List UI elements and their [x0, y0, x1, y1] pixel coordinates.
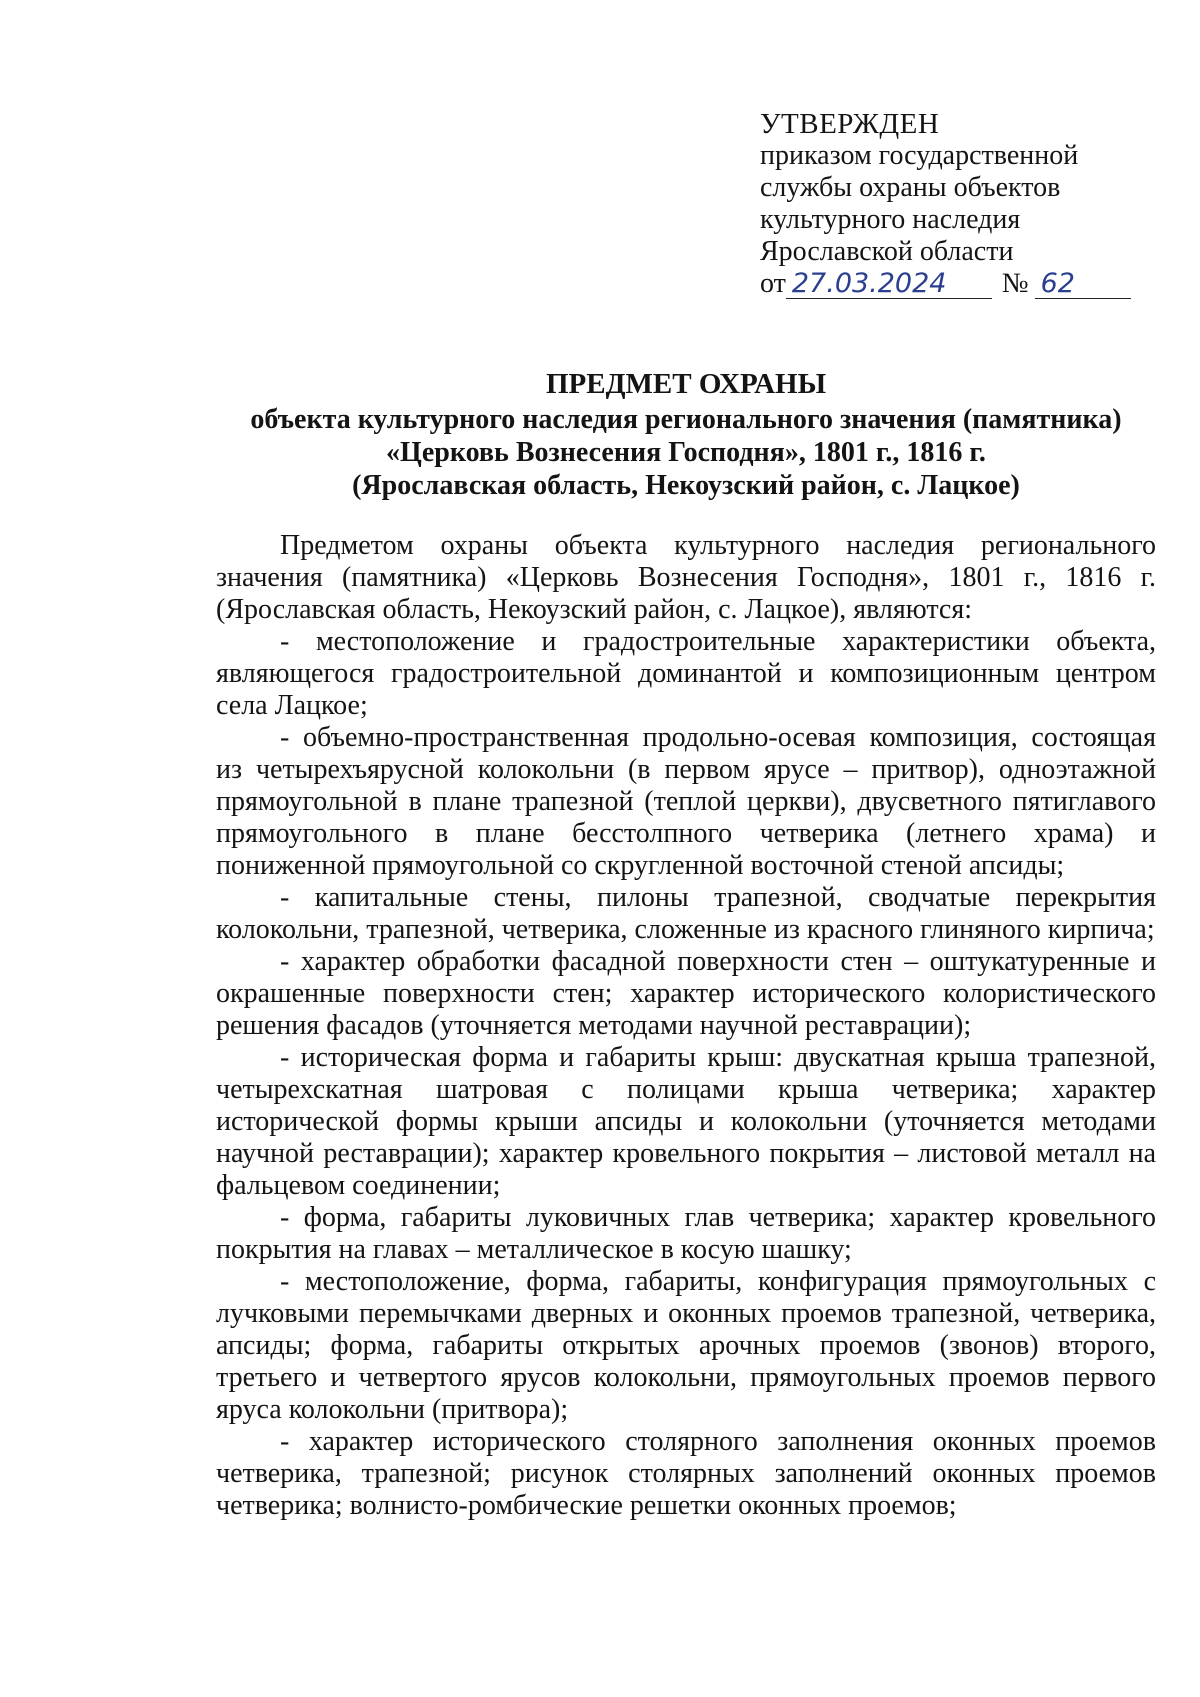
document-body	[216, 530, 1156, 1522]
order-date: 27.03.2024	[786, 270, 992, 299]
list-item: - объемно-пространственная продольно-осевая композиция, состоящая из четырехъярусной колокольни (в первом ярусе – притвор), одноэтажной прямоугольной в плане трапезной (теплой церкви), двусветного пятиглавого прямоугольного в плане бесстолпного четверика (летнего храма) и пониженной прямоугольной со скругленной восточной стеной апсиды;	[216, 722, 1156, 881]
order-number: 62	[1035, 270, 1131, 299]
approval-line: службы охраны объектов	[760, 172, 1061, 203]
document-heading	[216, 368, 1156, 502]
subtitle-line: «Церковь Вознесения Господня», 1801 г., 1816 г.	[386, 437, 986, 468]
approval-line: культурного наследия	[760, 204, 1021, 235]
approval-block	[760, 108, 1160, 300]
subtitle-line: объекта культурного наследия регионального значения (памятника)	[250, 404, 1122, 435]
number-sign: №	[1001, 268, 1029, 299]
from-label: от	[760, 268, 786, 299]
list-item: - характер обработки фасадной поверхности стен – оштукатуренные и окрашенные поверхности стен; характер исторического колористического решения фасадов (уточняется методами научной реставрации);	[216, 946, 1156, 1041]
list-item: - форма, габариты луковичных глав четверика; характер кровельного покрытия на главах – металлическое в косую шашку;	[216, 1202, 1156, 1265]
intro-paragraph: Предметом охраны объекта культурного наследия регионального значения (памятника) «Церковь Вознесения Господня», 1801 г., 1816 г. (Ярославская область, Некоузский район, с. Лацкое), являются:	[216, 530, 1156, 625]
approval-stamp: УТВЕРЖДЕН	[760, 108, 940, 140]
list-item: - местоположение, форма, габариты, конфигурация прямоугольных с лучковыми перемычками дверных и оконных проемов трапезной, четверика, апсиды; форма, габариты открытых арочных проемов (звонов) второго, третьего и четвертого ярусов колокольни, прямоугольных проемов первого яруса колокольни (притвора);	[216, 1266, 1156, 1425]
order-date-row	[760, 268, 1160, 300]
approval-line: Ярославской области	[760, 236, 1014, 267]
list-item: - капитальные стены, пилоны трапезной, сводчатые перекрытия колокольни, трапезной, четверика, сложенные из красного глиняного кирпича;	[216, 882, 1156, 945]
list-item: - историческая форма и габариты крыш: двускатная крыша трапезной, четырехскатная шатровая с полицами крыша четверика; характер исторической формы крыши апсиды и колокольни (уточняется методами научной реставрации); характер кровельного покрытия – листовой металл на фальцевом соединении;	[216, 1042, 1156, 1201]
list-item: - характер исторического столярного заполнения оконных проемов четверика, трапезной; рисунок столярных заполнений оконных проемов четверика; волнисто-ромбические решетки оконных проемов;	[216, 1426, 1156, 1521]
subtitle-line: (Ярославская область, Некоузский район, с. Лацкое)	[352, 470, 1020, 501]
document-title: ПРЕДМЕТ ОХРАНЫ	[545, 368, 827, 400]
approval-line: приказом государственной	[760, 140, 1079, 171]
list-item: - местоположение и градостроительные характеристики объекта, являющегося градостроительной доминантой и композиционным центром села Лацкое;	[216, 626, 1156, 721]
